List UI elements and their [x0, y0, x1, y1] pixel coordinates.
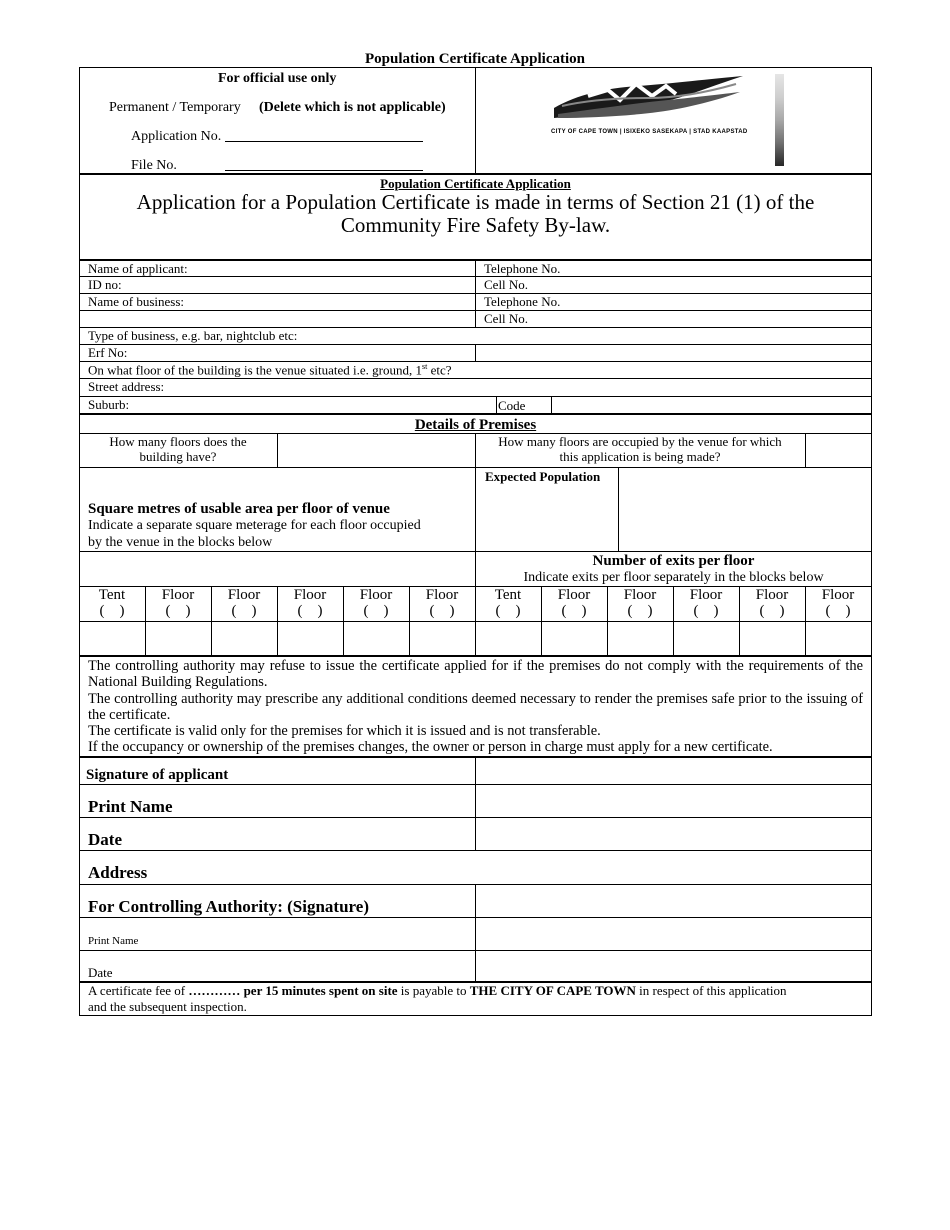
floor-entry-cell[interactable] — [343, 622, 409, 655]
column-line — [277, 433, 278, 468]
column-label: Tent — [98, 587, 126, 603]
authority-date-field[interactable] — [476, 951, 871, 982]
authority-signature-field[interactable] — [476, 885, 871, 917]
application-no-field[interactable] — [225, 141, 423, 142]
column-header — [409, 588, 475, 620]
exits-heading: Number of exits per floor — [592, 553, 755, 569]
logo-caption: CITY OF CAPE TOWN | ISIXEKO SASEKAPA | STAD KAAPSTAD — [551, 129, 748, 135]
column-label: Floor — [821, 587, 855, 603]
expected-population-label: Expected Population — [485, 469, 601, 484]
column-number-blank[interactable]: ( ) — [825, 602, 851, 619]
condition-4: If the occupancy or ownership of the premises changes, the owner or person in charge must apply for a new certificate. — [88, 739, 773, 755]
column-header — [673, 588, 739, 620]
name-of-business-label: Name of business: — [88, 294, 185, 309]
condition-1: The controlling authority may refuse to issue the certificate applied for if the premises do not comply with the requirements of the National Building Regulations. — [88, 658, 863, 691]
business-cell-no-label: Cell No. — [484, 311, 529, 326]
column-header — [541, 588, 607, 620]
column-header — [475, 588, 541, 620]
floors-building-question-1: How many floors does the — [109, 434, 247, 449]
column-label: Floor — [425, 587, 459, 603]
floor-entry-cell[interactable] — [79, 622, 145, 655]
signature-of-applicant-label: Signature of applicant — [86, 767, 229, 783]
suburb-label: Suburb: — [88, 397, 130, 412]
authority-date-label: Date — [88, 965, 113, 980]
column-number-blank[interactable]: ( ) — [165, 602, 191, 619]
sqm-heading: Square metres of usable area per floor of venue — [88, 501, 390, 517]
column-header — [739, 588, 805, 620]
floor-entry-cell[interactable] — [673, 622, 739, 655]
floor-entry-cell[interactable] — [277, 622, 343, 655]
delete-note: (Delete which is not applicable) — [259, 100, 446, 115]
column-number-blank[interactable]: ( ) — [99, 602, 125, 619]
column-number-blank[interactable]: ( ) — [627, 602, 653, 619]
street-address-label: Street address: — [88, 379, 165, 394]
file-no-label: File No. — [131, 158, 177, 173]
floor-entry-cell[interactable] — [739, 622, 805, 655]
column-header — [343, 588, 409, 620]
column-label: Floor — [623, 587, 657, 603]
floor-entry-cell[interactable] — [409, 622, 475, 655]
column-label: Floor — [161, 587, 195, 603]
row-line — [79, 551, 872, 552]
row-line — [79, 467, 872, 468]
date-field[interactable] — [476, 818, 871, 850]
column-label: Floor — [359, 587, 393, 603]
column-label: Floor — [689, 587, 723, 603]
column-label: Floor — [755, 587, 789, 603]
row-line — [79, 396, 872, 397]
floors-occupied-question-2: this application is being made? — [559, 449, 721, 464]
column-number-blank[interactable]: ( ) — [297, 602, 323, 619]
date-label: Date — [88, 830, 122, 849]
type-of-business-label: Type of business, e.g. bar, nightclub etc: — [88, 328, 298, 343]
column-line — [618, 467, 619, 551]
logo-color-bar — [775, 74, 784, 166]
floor-entry-cell[interactable] — [805, 622, 871, 655]
address-label: Address — [88, 863, 148, 882]
business-telephone-label: Telephone No. — [484, 294, 561, 309]
intro-subheading: Population Certificate Application — [380, 176, 571, 191]
column-header — [277, 588, 343, 620]
sqm-note-2: by the venue in the blocks below — [88, 535, 273, 550]
column-header — [211, 588, 277, 620]
fee-line-1: A certificate fee of ………… per 15 minutes spent on site is payable to THE CITY OF CAPE TOWN in respect of this application — [88, 983, 787, 998]
premises-heading: Details of Premises — [414, 417, 537, 433]
cell-no-label: Cell No. — [484, 277, 529, 292]
intro-line-1: Application for a Population Certificate is made in terms of Section 21 (1) of the — [136, 190, 815, 214]
official-use-heading: For official use only — [218, 71, 337, 86]
floors-building-question-2: building have? — [139, 449, 217, 464]
print-name-field[interactable] — [476, 785, 871, 817]
floor-entry-cell[interactable] — [475, 622, 541, 655]
address-field[interactable] — [80, 851, 871, 884]
floor-entry-cell[interactable] — [607, 622, 673, 655]
column-line — [475, 344, 476, 361]
floor-entry-cell[interactable] — [145, 622, 211, 655]
sqm-note-1: Indicate a separate square meterage for each floor occupied — [88, 518, 421, 533]
column-label: Floor — [227, 587, 261, 603]
column-line — [551, 396, 552, 414]
city-of-cape-town-logo — [548, 70, 748, 134]
column-header — [607, 588, 673, 620]
column-label: Floor — [293, 587, 327, 603]
page-title: Population Certificate Application — [365, 51, 585, 67]
row-line — [79, 378, 872, 379]
condition-3: The certificate is valid only for the premises for which it is issued and is not transferable. — [88, 723, 601, 739]
column-header — [145, 588, 211, 620]
exits-note: Indicate exits per floor separately in the blocks below — [523, 570, 824, 585]
column-header — [79, 588, 145, 620]
column-number-blank[interactable]: ( ) — [693, 602, 719, 619]
column-number-blank[interactable]: ( ) — [495, 602, 521, 619]
floor-question-label: On what floor of the building is the venue situated i.e. ground, 1st etc? — [88, 362, 452, 378]
column-number-blank[interactable]: ( ) — [429, 602, 455, 619]
print-name-label: Print Name — [88, 797, 173, 816]
floor-entry-cell[interactable] — [541, 622, 607, 655]
authority-print-name-field[interactable] — [476, 918, 871, 950]
column-line — [805, 433, 806, 468]
floors-occupied-question-1: How many floors are occupied by the venue for which — [498, 434, 782, 449]
code-label: Code — [498, 398, 526, 413]
column-number-blank[interactable]: ( ) — [231, 602, 257, 619]
column-line — [496, 396, 497, 414]
erf-no-label: Erf No: — [88, 345, 128, 360]
column-line — [475, 260, 476, 327]
column-label: Floor — [557, 587, 591, 603]
column-label: Tent — [494, 587, 522, 603]
id-no-label: ID no: — [88, 277, 122, 292]
signature-of-applicant-field[interactable] — [476, 758, 871, 784]
file-no-field[interactable] — [225, 170, 423, 171]
name-of-applicant-label: Name of applicant: — [88, 261, 188, 276]
floor-entry-cell[interactable] — [211, 622, 277, 655]
application-no-label: Application No. — [131, 129, 222, 144]
telephone-label: Telephone No. — [484, 261, 561, 276]
fee-line-2: and the subsequent inspection. — [88, 999, 247, 1014]
intro-line-2: Community Fire Safety By-law. — [340, 213, 611, 237]
permanent-temporary-label: Permanent / Temporary — [109, 100, 241, 115]
column-number-blank[interactable]: ( ) — [561, 602, 587, 619]
authority-print-name-label: Print Name — [88, 935, 139, 947]
column-number-blank[interactable]: ( ) — [759, 602, 785, 619]
column-header — [805, 588, 871, 620]
authority-signature-label: For Controlling Authority: (Signature) — [88, 897, 369, 916]
column-number-blank[interactable]: ( ) — [363, 602, 389, 619]
condition-2: The controlling authority may prescribe any additional conditions deemed necessary to render the premises safe prior to the issuing of the certificate. — [88, 691, 863, 724]
divider — [475, 67, 476, 174]
